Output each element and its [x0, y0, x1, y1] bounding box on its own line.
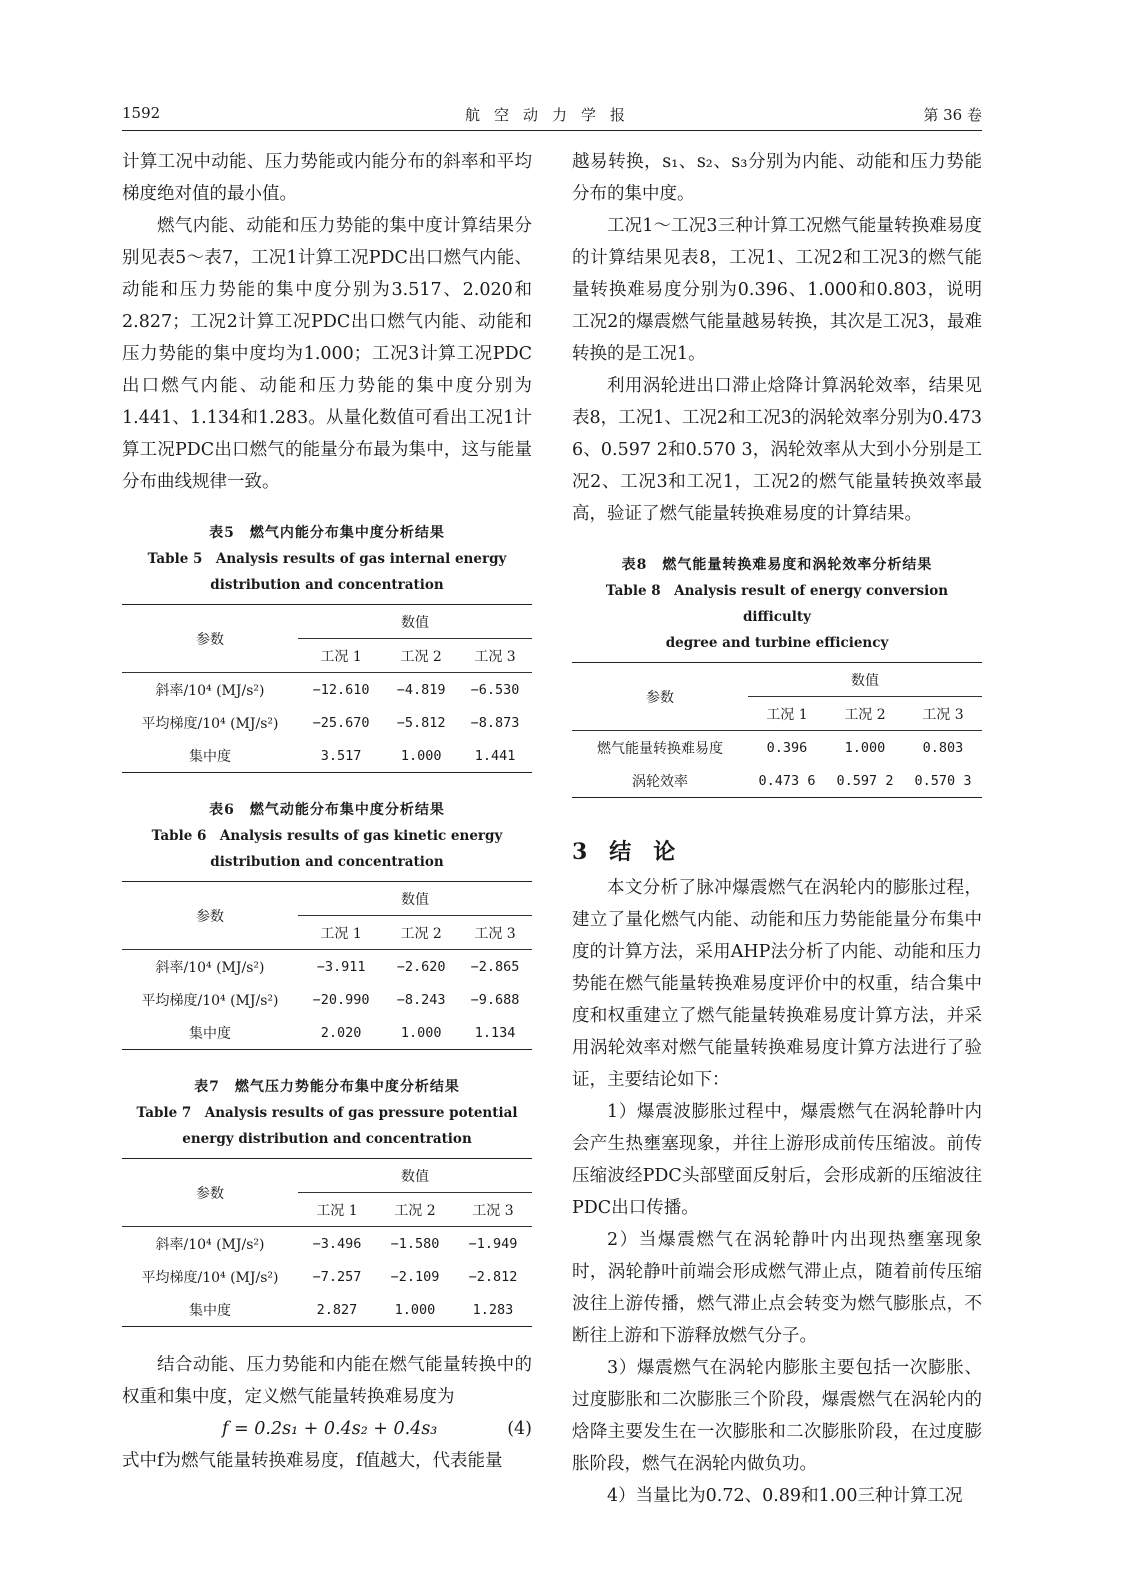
- data-table: [122, 604, 532, 773]
- column-header: 工况 1: [298, 639, 384, 673]
- table-row: [122, 983, 532, 1016]
- table-caption-en: Table 6 Analysis results of gas kinetic energy: [151, 828, 503, 844]
- cell: −4.819: [396, 681, 446, 698]
- row-label: 集中度: [189, 748, 231, 765]
- column-header-value: 数值: [298, 1159, 532, 1193]
- column-header: 工况 1: [298, 916, 384, 950]
- row-label: 斜率/10⁴ (MJ/s²): [155, 959, 265, 976]
- column-header: 工况 2: [384, 639, 458, 673]
- cell: 1.000: [394, 1301, 436, 1318]
- cell: 2.020: [320, 1024, 362, 1041]
- row-label: 斜率/10⁴ (MJ/s²): [155, 1236, 265, 1253]
- column-header: 工况 3: [458, 639, 532, 673]
- cell: 2.827: [316, 1301, 358, 1318]
- table-caption-en: Table 7 Analysis results of gas pressure potential: [136, 1105, 518, 1121]
- cell: 0.473 6: [758, 772, 816, 789]
- table-row: [122, 1293, 532, 1327]
- cell: −8.873: [470, 714, 520, 731]
- row-label: 斜率/10⁴ (MJ/s²): [155, 682, 265, 699]
- paragraph: 燃气内能、动能和压力势能的集中度计算结果分别见表5～表7，工况1计算工况PDC出口燃气内能、动能和压力势能的集中度分别为3.517、2.020和2.827；工况2计算工况PDC出口燃气内能、动能和压力势能的集中度均为1.000；工况3计算工况PDC出口燃气内能、动能和压力势能的集中度分别为1.441、1.134和1.283。从量化数值可看出工况1计算工况PDC出口燃气的能量分布最为集中，这与能量分布曲线规律一致。: [122, 216, 532, 492]
- cell: 0.803: [922, 739, 964, 756]
- cell: 1.441: [474, 747, 516, 764]
- page-number: 1592: [122, 104, 161, 122]
- section-heading: 3 结 论: [572, 839, 676, 865]
- cell: −1.949: [468, 1235, 518, 1252]
- column-header: 工况 2: [384, 916, 458, 950]
- table-row: [122, 673, 532, 707]
- row-label: 集中度: [189, 1302, 231, 1319]
- cell: −3.496: [312, 1235, 362, 1252]
- equation-4: [122, 1413, 532, 1445]
- cell: −3.911: [316, 958, 366, 975]
- cell: −5.812: [396, 714, 446, 731]
- cell: −9.688: [470, 991, 520, 1008]
- cell: −2.812: [468, 1268, 518, 1285]
- equation-number: (4): [507, 1419, 532, 1439]
- volume-label: 第 36 卷: [923, 106, 982, 124]
- cell: 1.000: [844, 739, 886, 756]
- cell: 1.000: [400, 747, 442, 764]
- paragraph: 越易转换，s₁、s₂、s₃分别为内能、动能和压力势能分布的集中度。: [572, 152, 982, 204]
- table-row: [572, 731, 982, 765]
- cell: 1.000: [400, 1024, 442, 1041]
- left-column: [122, 146, 532, 1477]
- table-caption-zh: 表8 燃气能量转换难易度和涡轮效率分析结果: [621, 557, 933, 573]
- table-5: [122, 520, 532, 773]
- column-header: 工况 1: [748, 697, 826, 731]
- cell: −12.610: [312, 681, 370, 698]
- cell: −25.670: [312, 714, 370, 731]
- cell: 0.570 3: [914, 772, 972, 789]
- row-label: 集中度: [189, 1025, 231, 1042]
- table-caption-zh: 表5 燃气内能分布集中度分析结果: [209, 525, 445, 541]
- table-caption-en: Table 5 Analysis results of gas internal energy: [147, 551, 507, 567]
- column-header: 工况 3: [454, 1193, 532, 1227]
- column-header-param: 参数: [122, 1159, 298, 1227]
- table-caption-en: degree and turbine efficiency: [665, 635, 889, 651]
- column-header-value: 数值: [298, 605, 532, 639]
- table-row: [122, 706, 532, 739]
- row-label: 平均梯度/10⁴ (MJ/s²): [141, 1269, 279, 1286]
- table-row: [572, 764, 982, 798]
- table-caption-en: distribution and concentration: [210, 577, 444, 593]
- table-caption-zh: 表7 燃气压力势能分布集中度分析结果: [194, 1079, 460, 1095]
- paragraph: 3）爆震燃气在涡轮内膨胀主要包括一次膨胀、过度膨胀和二次膨胀三个阶段，爆震燃气在涡轮内的焓降主要发生在一次膨胀和二次膨胀阶段，在过度膨胀阶段，燃气在涡轮内做负功。: [572, 1358, 982, 1474]
- table-row: [122, 950, 532, 984]
- table-row: [122, 739, 532, 773]
- cell: 3.517: [320, 747, 362, 764]
- column-header: 工况 3: [458, 916, 532, 950]
- cell: −7.257: [312, 1268, 362, 1285]
- cell: 1.134: [474, 1024, 516, 1041]
- column-header: 工况 1: [298, 1193, 376, 1227]
- row-label: 平均梯度/10⁴ (MJ/s²): [141, 992, 279, 1009]
- column-header-value: 数值: [748, 663, 982, 697]
- journal-title: 航空动力学报: [464, 106, 639, 124]
- equation-expression: f = 0.2s₁ + 0.4s₂ + 0.4s₃: [222, 1419, 438, 1439]
- column-header-value: 数值: [298, 882, 532, 916]
- cell: −20.990: [312, 991, 370, 1008]
- table-caption-en: energy distribution and concentration: [182, 1131, 472, 1147]
- cell: 1.283: [472, 1301, 514, 1318]
- paragraph: 式中f为燃气能量转换难易度，f值越大，代表能量: [122, 1451, 503, 1471]
- row-label: 燃气能量转换难易度: [597, 740, 723, 757]
- row-label: 涡轮效率: [632, 773, 688, 790]
- paragraph: 4）当量比为0.72、0.89和1.00三种计算工况: [607, 1486, 963, 1506]
- row-label: 平均梯度/10⁴ (MJ/s²): [141, 715, 279, 732]
- table-8: [572, 552, 982, 798]
- column-header-param: 参数: [572, 663, 748, 731]
- column-header: 工况 2: [376, 1193, 454, 1227]
- data-table: [572, 662, 982, 798]
- table-row: [122, 1260, 532, 1293]
- data-table: [122, 881, 532, 1050]
- table-7: [122, 1074, 532, 1327]
- cell: −2.109: [390, 1268, 440, 1285]
- data-table: [122, 1158, 532, 1327]
- cell: −2.620: [396, 958, 446, 975]
- column-header-param: 参数: [122, 605, 298, 673]
- paragraph: 本文分析了脉冲爆震燃气在涡轮内的膨胀过程，建立了量化燃气内能、动能和压力势能能量分布集中度的计算方法，采用AHP法分析了内能、动能和压力势能在燃气能量转换难易度评价中的权重，结合集中度和权重建立了燃气能量转换难易度计算方法，并采用涡轮效率对燃气能量转换难易度计算方法进行了验证，主要结论如下：: [572, 878, 982, 1090]
- paragraph: 1）爆震波膨胀过程中，爆震燃气在涡轮静叶内会产生热壅塞现象，并往上游形成前传压缩波。前传压缩波经PDC头部壁面反射后，会形成新的压缩波往PDC出口传播。: [572, 1102, 982, 1218]
- table-6: [122, 797, 532, 1050]
- column-header: 工况 3: [904, 697, 982, 731]
- paragraph: 工况1～工况3三种计算工况燃气能量转换难易度的计算结果见表8，工况1、工况2和工况3的燃气能量转换难易度分别为0.396、1.000和0.803，说明工况2的爆震燃气能量越易转换，其次是工况3，最难转换的是工况1。: [572, 216, 982, 364]
- paragraph: 2）当爆震燃气在涡轮静叶内出现热壅塞现象时，涡轮静叶前端会形成燃气滞止点，随着前传压缩波往上游传播，燃气滞止点会转变为燃气膨胀点，不断往上游和下游释放燃气分子。: [572, 1230, 982, 1346]
- table-caption-zh: 表6 燃气动能分布集中度分析结果: [209, 802, 445, 818]
- column-header: 工况 2: [826, 697, 904, 731]
- cell: −6.530: [470, 681, 520, 698]
- cell: 0.597 2: [836, 772, 894, 789]
- table-caption-en: distribution and concentration: [210, 854, 444, 870]
- cell: −1.580: [390, 1235, 440, 1252]
- table-row: [122, 1227, 532, 1261]
- cell: −8.243: [396, 991, 446, 1008]
- table-row: [122, 1016, 532, 1050]
- column-header-param: 参数: [122, 882, 298, 950]
- paragraph: 利用涡轮进出口滞止焓降计算涡轮效率，结果见表8，工况1、工况2和工况3的涡轮效率分别为0.473 6、0.597 2和0.570 3，涡轮效率从大到小分别是工况2、工况3和工况1，工况2的燃气能量转换效率最高，验证了燃气能量转换难易度的计算结果。: [572, 376, 982, 524]
- paragraph: 结合动能、压力势能和内能在燃气能量转换中的权重和集中度，定义燃气能量转换难易度为: [122, 1355, 532, 1407]
- table-caption-en: Table 8 Analysis result of energy conversion difficulty: [605, 583, 949, 625]
- cell: 0.396: [766, 739, 808, 756]
- page-header: [122, 102, 982, 131]
- paragraph: 计算工况中动能、压力势能或内能分布的斜率和平均梯度绝对值的最小值。: [122, 152, 532, 204]
- cell: −2.865: [470, 958, 520, 975]
- right-column: [572, 146, 982, 1512]
